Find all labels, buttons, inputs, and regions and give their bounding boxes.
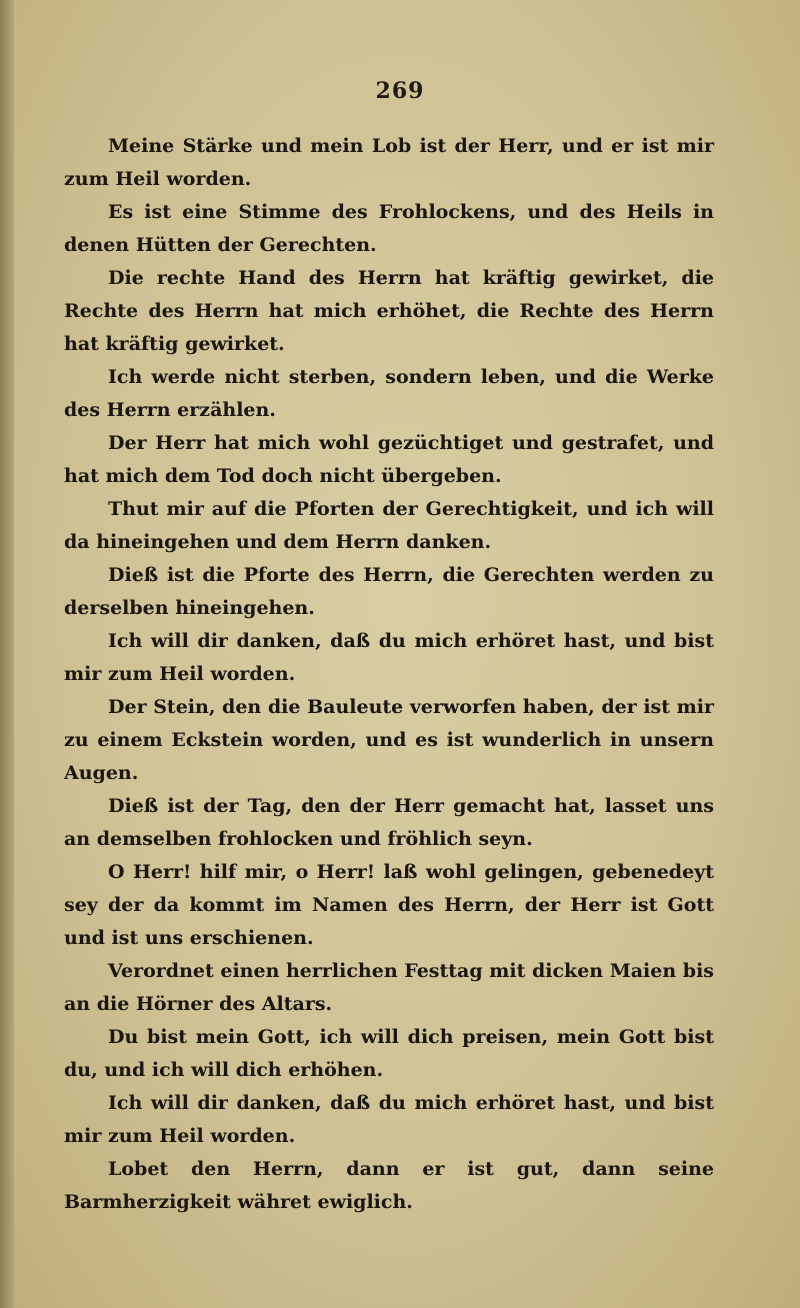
verse-paragraph: Thut mir auf die Pforten der Gerechtigkeit, und ich will da hineingehen und dem Herrn danken. xyxy=(64,498,714,553)
verse-paragraph: Es ist eine Stimme des Frohlockens, und des Heils in denen Hütten der Gerechten. xyxy=(64,201,714,256)
verse-paragraph: Du bist mein Gott, ich will dich preisen, mein Gott bist du, und ich will dich erhöhen. xyxy=(64,1026,714,1081)
verse-paragraph: Dieß ist die Pforte des Herrn, die Gerechten werden zu derselben hineingehen. xyxy=(64,564,714,619)
verse-paragraph: Ich will dir danken, daß du mich erhöret hast, und bist mir zum Heil worden. xyxy=(64,630,714,685)
verse-paragraph: O Herr! hilf mir, o Herr! laß wohl gelingen, gebenedeyt sey der da kommt im Namen des Herrn, der Herr ist Gott und ist uns erschienen. xyxy=(64,861,714,949)
page-edge-shadow xyxy=(0,0,14,1308)
verse-paragraph: Die rechte Hand des Herrn hat kräftig gewirket, die Rechte des Herrn hat mich erhöhet, die Rechte des Herrn hat kräftig gewirket. xyxy=(64,267,714,355)
verse-paragraph: Der Herr hat mich wohl gezüchtiget und gestrafet, und hat mich dem Tod doch nicht übergeben. xyxy=(64,432,714,487)
verse-paragraph: Meine Stärke und mein Lob ist der Herr, und er ist mir zum Heil worden. xyxy=(64,135,714,190)
verse-paragraph: Der Stein, den die Bauleute verworfen haben, der ist mir zu einem Eckstein worden, und es ist wunderlich in unsern Augen. xyxy=(64,696,714,784)
verse-paragraph: Ich will dir danken, daß du mich erhöret hast, und bist mir zum Heil worden. xyxy=(64,1092,714,1147)
psalm-text xyxy=(64,130,714,1219)
verse-paragraph: Dieß ist der Tag, den der Herr gemacht hat, lasset uns an demselben frohlocken und fröhlich seyn. xyxy=(64,795,714,850)
verse-paragraph: Verordnet einen herrlichen Festtag mit dicken Maien bis an die Hörner des Altars. xyxy=(64,960,714,1015)
verse-paragraph: Lobet den Herrn, dann er ist gut, dann seine Barmherzigkeit währet ewiglich. xyxy=(64,1158,714,1213)
page-number: 269 xyxy=(375,78,425,104)
verse-paragraph: Ich werde nicht sterben, sondern leben, und die Werke des Herrn erzählen. xyxy=(64,366,714,421)
